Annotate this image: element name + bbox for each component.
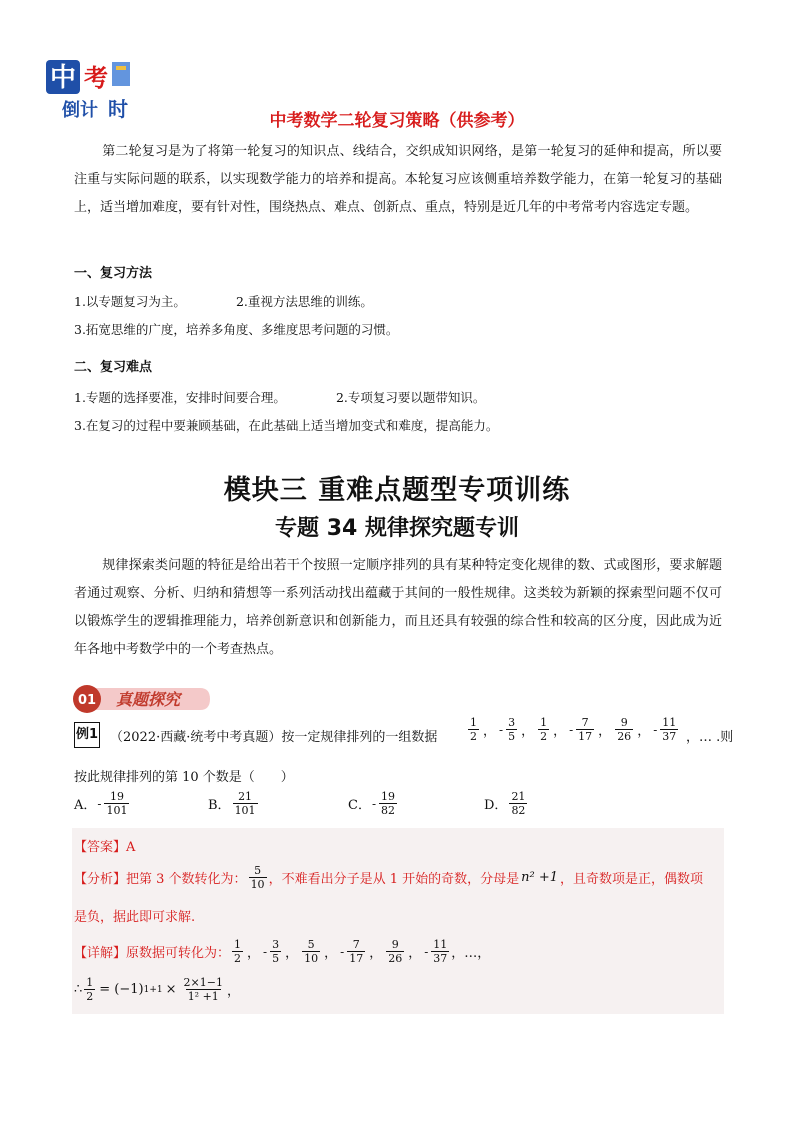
analysis-part3: ，且奇数项是正，偶数项 bbox=[560, 872, 704, 887]
section1-line1 bbox=[74, 292, 373, 310]
analysis-part1: 把第 3 个数转化为： bbox=[126, 872, 247, 887]
detail-term-1-denominator: 2 bbox=[234, 952, 242, 965]
formula-exp: 1+1 bbox=[143, 984, 163, 995]
section-badge bbox=[72, 684, 212, 714]
example-term-4-fraction bbox=[576, 716, 594, 743]
detail-term-2-numerator: 3 bbox=[272, 938, 280, 951]
topic-title: 专题 34 规律探究题专训 bbox=[275, 516, 519, 541]
analysis-expr: n² +1 bbox=[521, 870, 558, 885]
example-sequence bbox=[466, 716, 680, 743]
option-4-numerator: 21 bbox=[511, 790, 526, 803]
answer-options bbox=[74, 790, 724, 830]
detail-term-comma: ， bbox=[324, 946, 338, 961]
answer-value: A bbox=[126, 840, 136, 855]
detail-term-6-fraction bbox=[431, 938, 449, 965]
detail-term-6-denominator: 37 bbox=[433, 952, 448, 965]
formula-lhs-den: 2 bbox=[86, 990, 94, 1003]
section1-item2: 2.重视方法思维的训练。 bbox=[235, 294, 373, 309]
formula-prefix: ∴ bbox=[74, 982, 83, 997]
detail-term-3-denominator: 10 bbox=[304, 952, 319, 965]
example-text: （2022·西藏·统考中考真题）按一定规律排列的一组数据 bbox=[110, 730, 438, 745]
example-term-2-denominator: 5 bbox=[508, 730, 516, 743]
topic-intro-paragraph bbox=[74, 552, 722, 664]
option-2-fraction bbox=[233, 790, 258, 817]
section2-item3: 3.在复习的过程中要兼顾基础，在此基础上适当增加变式和难度，提高能力。 bbox=[74, 418, 499, 433]
detail-term-3-fraction bbox=[302, 938, 320, 965]
page-title: 中考数学二轮复习策略（供参考） bbox=[269, 111, 525, 131]
analysis-part2: ，不难看出分子是从 1 开始的奇数，分母是 bbox=[268, 872, 520, 887]
option-1-fraction bbox=[104, 790, 129, 817]
detail-term-1-numerator: 1 bbox=[234, 938, 242, 951]
detail-term-6-numerator: 11 bbox=[433, 938, 448, 951]
detail-term-4-denominator: 17 bbox=[349, 952, 364, 965]
answer-line bbox=[74, 836, 135, 855]
detail-term-1-fraction bbox=[232, 938, 243, 965]
option-1-denominator: 101 bbox=[106, 804, 128, 817]
section1-heading: 一、复习方法 bbox=[74, 266, 153, 281]
example-term-comma: ， bbox=[521, 724, 535, 739]
option-letter: C． bbox=[348, 798, 371, 813]
example-term-6-fraction bbox=[660, 716, 678, 743]
example-term-5-fraction bbox=[615, 716, 633, 743]
detail-term-5-fraction bbox=[386, 938, 404, 965]
option-c bbox=[348, 790, 399, 817]
example-term-minus-sign: - bbox=[569, 722, 574, 737]
option-4-denominator: 82 bbox=[511, 804, 526, 817]
svg-text:倒计: 倒计 bbox=[62, 100, 98, 121]
option-2-denominator: 101 bbox=[234, 804, 256, 817]
example-term-1-numerator: 1 bbox=[470, 716, 477, 729]
example-term-3-fraction bbox=[538, 716, 549, 743]
answer-tag: 【答案】 bbox=[74, 840, 127, 855]
detail-term-5-denominator: 26 bbox=[388, 952, 403, 965]
example-term-5-denominator: 26 bbox=[617, 730, 632, 743]
option-4-fraction bbox=[509, 790, 527, 817]
detail-term-comma: ， bbox=[247, 946, 261, 961]
option-minus-sign: - bbox=[371, 796, 377, 811]
detail-term-3-numerator: 5 bbox=[307, 938, 315, 951]
formula-rhs-num: 2×1−1 bbox=[183, 976, 223, 989]
section1-item1: 1.以专题复习为主。 bbox=[74, 294, 186, 309]
detail-text: 原数据可转化为： bbox=[126, 946, 231, 961]
option-2-numerator: 21 bbox=[238, 790, 253, 803]
example-term-5-numerator: 9 bbox=[620, 716, 628, 729]
analysis-frac-num: 5 bbox=[254, 864, 262, 877]
example-term-3-denominator: 2 bbox=[540, 730, 548, 743]
example-term-comma: ， bbox=[553, 724, 567, 739]
detail-term-2-denominator: 5 bbox=[272, 952, 280, 965]
example-term-1-fraction bbox=[468, 716, 479, 743]
section2-item1: 1.专题的选择要准，安排时间要合理。 bbox=[74, 390, 286, 405]
svg-text:中: 中 bbox=[49, 63, 77, 93]
example-question: 按此规律排列的第 10 个数是（ ） bbox=[74, 770, 294, 785]
option-3-fraction bbox=[379, 790, 397, 817]
svg-text:时: 时 bbox=[108, 97, 128, 121]
detail-term-minus-sign: - bbox=[263, 944, 268, 959]
section2-item2: 2.专项复习要以题带知识。 bbox=[335, 390, 486, 405]
example-term-6-denominator: 37 bbox=[662, 730, 677, 743]
topic-intro-text: 规律探索类问题的特征是给出若干个按照一定顺序排列的具有某种特定变化规律的数、式或图形，要求解题者通过观察、分析、归纳和猜想等一系列活动找出蕴藏于其间的一般性规律。这类较为新颖的探索型问题不仅可以锻炼学生的逻辑推理能力，培养创新意识和创新能力，而且还具有较强的综合性和较高的区分度，因此成为近年各地中考数学中的一个考查热点。 bbox=[74, 558, 722, 657]
example-term-comma: ， bbox=[598, 724, 612, 739]
option-letter: D． bbox=[484, 798, 508, 813]
option-a bbox=[74, 790, 131, 817]
option-minus-sign: - bbox=[97, 796, 102, 811]
detail-tag: 【详解】 bbox=[74, 946, 127, 961]
analysis-line bbox=[74, 864, 703, 891]
detail-term-comma: ， bbox=[408, 946, 422, 961]
badge-text: 真题探究 bbox=[115, 690, 181, 709]
detail-line bbox=[74, 938, 490, 965]
detail-term-comma: ， bbox=[369, 946, 383, 961]
example-term-6-numerator: 11 bbox=[662, 716, 677, 729]
detail-formula bbox=[74, 976, 240, 1003]
example-term-comma: ， bbox=[483, 724, 497, 739]
option-3-numerator: 19 bbox=[381, 790, 396, 803]
section2-line1 bbox=[74, 388, 485, 406]
example-term-3-numerator: 1 bbox=[540, 716, 548, 729]
detail-term-comma: ， bbox=[285, 946, 299, 961]
analysis-line2: 是负，据此即可求解. bbox=[74, 910, 196, 925]
section2-heading: 二、复习难点 bbox=[74, 360, 153, 375]
intro-paragraph bbox=[74, 138, 722, 222]
intro-text: 第二轮复习是为了将第一轮复习的知识点、线结合，交织成知识网络，是第一轮复习的延伸和提高，所以要注重与实际问题的联系，以实现数学能力的培养和提高。本轮复习应该侧重培养数学能力，在第一轮复习的基础上，适当增加难度，要有针对性，围绕热点、难点、创新点、重点，特别是近几年的中考常考内容选定专题。 bbox=[74, 144, 722, 215]
option-letter: A． bbox=[74, 798, 97, 813]
detail-sequence bbox=[230, 938, 451, 965]
analysis-frac-den: 10 bbox=[250, 878, 265, 891]
detail-term-minus-sign: - bbox=[340, 944, 345, 959]
example-term-2-fraction bbox=[506, 716, 517, 743]
formula-rhs bbox=[182, 976, 225, 1003]
example-tail: ，… .则 bbox=[686, 730, 734, 745]
example-term-1-denominator: 2 bbox=[470, 730, 477, 743]
formula-times: × bbox=[165, 982, 177, 997]
example-label: 例1 bbox=[74, 722, 100, 748]
formula-mid: = (−1) bbox=[99, 982, 144, 997]
option-d bbox=[484, 790, 529, 817]
formula-lhs bbox=[84, 976, 95, 1003]
formula-lhs-num: 1 bbox=[86, 976, 94, 989]
example-term-2-numerator: 3 bbox=[508, 716, 516, 729]
example-term-4-numerator: 7 bbox=[581, 716, 589, 729]
formula-end: ， bbox=[226, 984, 240, 999]
analysis-tag: 【分析】 bbox=[74, 872, 127, 887]
detail-term-5-numerator: 9 bbox=[391, 938, 399, 951]
detail-term-minus-sign: - bbox=[424, 944, 429, 959]
example-term-4-denominator: 17 bbox=[578, 730, 593, 743]
option-3-denominator: 82 bbox=[381, 804, 396, 817]
example-term-comma: ， bbox=[637, 724, 651, 739]
option-b bbox=[208, 790, 260, 817]
analysis-fraction bbox=[249, 864, 267, 891]
example-1 bbox=[74, 716, 734, 752]
section1-item3: 3.拓宽思维的广度，培养多角度、多维度思考问题的习惯。 bbox=[74, 322, 399, 337]
detail-tail: ，…， bbox=[451, 946, 491, 961]
module-title: 模块三 重难点题型专项训练 bbox=[223, 475, 571, 506]
detail-term-4-fraction bbox=[347, 938, 365, 965]
detail-term-2-fraction bbox=[270, 938, 281, 965]
badge-number: 01 bbox=[77, 693, 97, 708]
option-1-numerator: 19 bbox=[109, 790, 124, 803]
option-letter: B． bbox=[208, 798, 231, 813]
detail-term-4-numerator: 7 bbox=[352, 938, 360, 951]
example-term-minus-sign: - bbox=[499, 722, 504, 737]
example-term-minus-sign: - bbox=[653, 722, 658, 737]
formula-rhs-den: 1² +1 bbox=[187, 990, 219, 1003]
svg-text:考: 考 bbox=[84, 64, 108, 92]
